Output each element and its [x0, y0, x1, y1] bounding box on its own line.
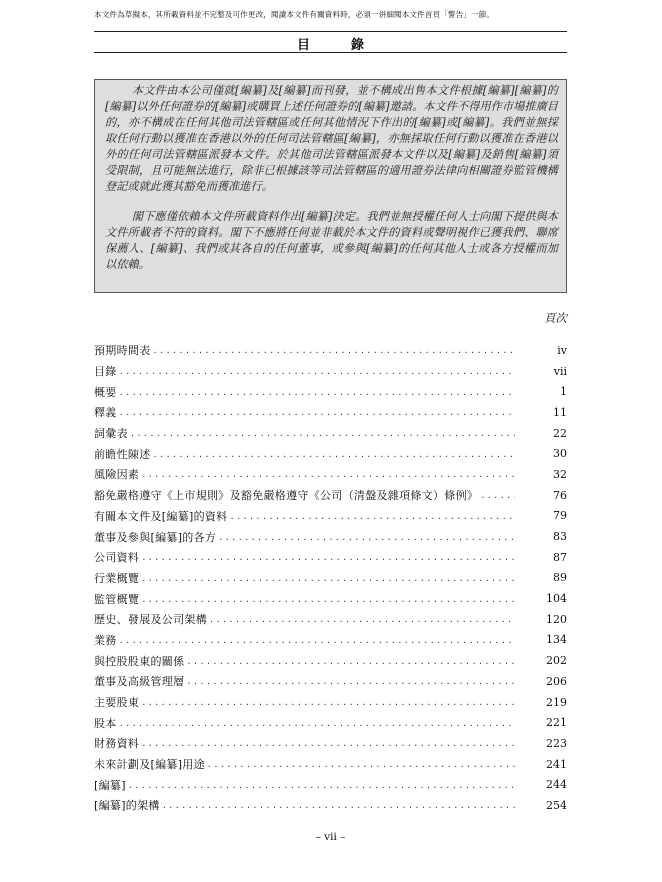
toc-entry-page: 79 — [553, 509, 567, 523]
toc-dot-leader — [481, 491, 515, 501]
toc-entry-page: 241 — [546, 757, 567, 771]
toc-entry[interactable] — [94, 795, 567, 816]
toc-dot-leader — [120, 719, 515, 729]
toc-entry-title: 目錄 — [94, 365, 117, 379]
warning-paragraph-2: 閣下應僅依賴本文件所載資料作出[編纂]決定。我們並無授權任何人士向閣下提供與本文件所載者不符的資料。閣下不應將任何並非載於本文件的資料或聲明視作已獲我們、聯席保薦人、[編纂]、我們或其各自的任何董事，或參與[編纂]的任何其他人士或各方授權而加以依賴。 — [105, 210, 558, 271]
toc-dot-leader — [208, 760, 515, 770]
page-title: 目 錄 — [296, 38, 378, 53]
toc-entry-title: 財務資料 — [94, 737, 140, 751]
toc-entry-title: 與控股股東的關係 — [94, 654, 185, 668]
toc-entry-page: 32 — [553, 467, 567, 481]
toc-entry[interactable] — [94, 712, 567, 733]
toc-entry-page: 221 — [546, 716, 567, 730]
toc-dot-leader — [142, 595, 515, 605]
toc-entry-title: 股本 — [94, 716, 117, 730]
toc-entry[interactable] — [94, 568, 567, 589]
toc-entry-title: [編纂] — [94, 778, 126, 792]
toc-entry-page: 223 — [546, 736, 567, 750]
title-rule-bottom — [94, 52, 567, 53]
toc-dot-leader — [129, 781, 515, 791]
toc-entry[interactable] — [94, 506, 567, 527]
toc-entry-title: 監管概覽 — [94, 592, 140, 606]
table-of-contents — [94, 340, 567, 816]
toc-entry-title: 行業概覽 — [94, 571, 140, 585]
toc-entry-page: 244 — [546, 778, 567, 792]
toc-dot-leader — [230, 512, 515, 522]
toc-dot-leader — [142, 698, 515, 708]
toc-entry-title: 前瞻性陳述 — [94, 447, 151, 461]
document-header-note: 本文件為草擬本，其所載資料並不完整及可作更改，閱讀本文件有關資料時，必須一併細閱本文件首頁「警告」一節。 — [94, 10, 495, 19]
toc-dot-leader — [154, 346, 516, 356]
toc-dot-leader — [210, 615, 515, 625]
toc-entry-page: 104 — [546, 592, 567, 606]
toc-entry[interactable] — [94, 381, 567, 402]
toc-entry[interactable] — [94, 754, 567, 775]
toc-entry-title: 釋義 — [94, 406, 117, 420]
toc-entry-page: vii — [553, 364, 567, 378]
toc-entry-title: 公司資料 — [94, 551, 140, 565]
toc-entry-page: 1 — [560, 385, 567, 399]
toc-entry[interactable] — [94, 485, 567, 506]
toc-entry-page: 83 — [553, 530, 567, 544]
toc-entry[interactable] — [94, 402, 567, 423]
toc-dot-leader — [187, 677, 515, 687]
toc-entry-title: 概要 — [94, 385, 117, 399]
toc-entry-page: 219 — [546, 695, 567, 709]
toc-entry-title: 詞彙表 — [94, 427, 128, 441]
toc-entry[interactable] — [94, 588, 567, 609]
toc-entry-title: 預期時間表 — [94, 344, 151, 358]
toc-entry-title: 業務 — [94, 633, 117, 647]
toc-entry-page: 134 — [546, 633, 567, 647]
toc-dot-leader — [154, 450, 516, 460]
toc-entry[interactable] — [94, 671, 567, 692]
toc-entry[interactable] — [94, 774, 567, 795]
toc-entry-title: 未來計劃及[編纂]用途 — [94, 758, 205, 772]
toc-entry[interactable] — [94, 650, 567, 671]
toc-entry[interactable] — [94, 361, 567, 382]
toc-entry-title: 主要股東 — [94, 696, 140, 710]
toc-dot-leader — [142, 739, 515, 749]
toc-dot-leader — [163, 801, 515, 811]
toc-entry-title: 董事及參與[編纂]的各方 — [94, 530, 217, 544]
toc-entry[interactable] — [94, 733, 567, 754]
footer-page-number: – vii – — [315, 831, 346, 843]
toc-dot-leader — [120, 367, 515, 377]
toc-dot-leader — [120, 636, 515, 646]
toc-entry-page: iv — [557, 343, 567, 357]
toc-entry[interactable] — [94, 609, 567, 630]
toc-entry-page: 120 — [546, 612, 567, 626]
toc-dot-leader — [219, 533, 515, 543]
toc-dot-leader — [142, 553, 515, 563]
toc-entry-title: 歷史、發展及公司架構 — [94, 613, 207, 627]
toc-entry[interactable] — [94, 547, 567, 568]
toc-entry[interactable] — [94, 526, 567, 547]
warning-paragraph-1: 本文件由本公司僅就[編纂]及[編纂]而刊發，並不構成出售本文件根據[編纂][編纂]的[編纂]以外任何證券的[編纂]或購買上述任何證券的[編纂]邀請。本文件不得用作市場推廣目的，亦不構成在任何其他司法管轄區或任何其他情況下作出的[編纂]或[編纂]。我們並無採取任何行動以獲准在香港以外的任何司法管轄區[編纂]，亦無採取任何行動以獲准在香港以外的任何司法管轄區派發本文件。於其他司法管轄區派發本文件以及[編纂]及銷售[編纂]須受限制，且可能無法進行，除非已根據該等司法管轄區的適用證券法律向相關證券監管機構登記或就此獲其豁免而獲准進行。 — [105, 84, 558, 193]
toc-entry[interactable] — [94, 630, 567, 651]
toc-dot-leader — [131, 429, 515, 439]
toc-entry-page: 202 — [546, 654, 567, 668]
toc-entry-title: [編纂]的架構 — [94, 799, 160, 813]
toc-entry[interactable] — [94, 443, 567, 464]
toc-entry-title: 有關本文件及[編纂]的資料 — [94, 509, 228, 523]
title-rule-top — [94, 31, 567, 32]
toc-entry-page: 206 — [546, 674, 567, 688]
toc-dot-leader — [142, 470, 515, 480]
toc-entry-page: 30 — [553, 447, 567, 461]
warning-box — [94, 79, 567, 293]
toc-entry[interactable] — [94, 423, 567, 444]
page-column-label: 頁次 — [544, 311, 567, 325]
toc-entry-page: 87 — [553, 550, 567, 564]
toc-entry-title: 風險因素 — [94, 468, 140, 482]
toc-entry[interactable] — [94, 464, 567, 485]
toc-entry-page: 89 — [553, 571, 567, 585]
toc-entry-title: 豁免嚴格遵守《上市規則》及豁免嚴格遵守《公司（清盤及雜項條文）條例》 — [94, 489, 479, 503]
toc-entry-page: 76 — [553, 488, 567, 502]
toc-dot-leader — [120, 408, 515, 418]
toc-entry-page: 254 — [546, 798, 567, 812]
toc-dot-leader — [142, 574, 515, 584]
toc-entry-title: 董事及高級管理層 — [94, 675, 185, 689]
toc-dot-leader — [187, 657, 515, 667]
toc-entry-page: 22 — [553, 426, 567, 440]
toc-dot-leader — [120, 388, 515, 398]
toc-entry[interactable] — [94, 340, 567, 361]
toc-entry-page: 11 — [553, 405, 567, 419]
toc-entry[interactable] — [94, 692, 567, 713]
